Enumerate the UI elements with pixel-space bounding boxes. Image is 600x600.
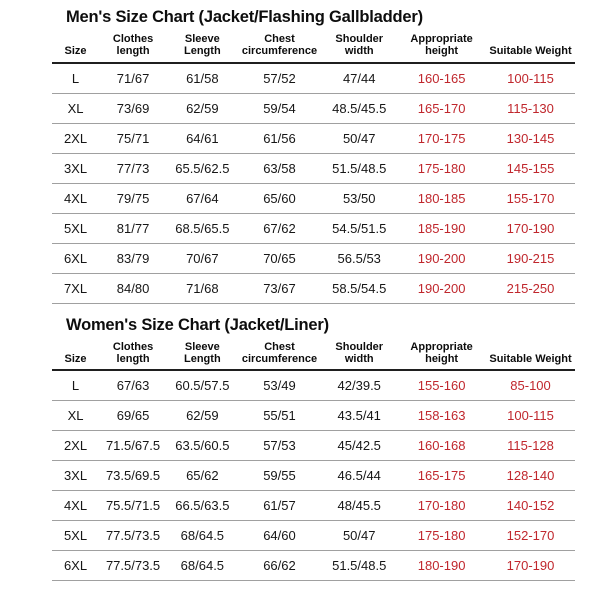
table-cell: 55/51 <box>238 401 322 431</box>
table-cell: 61/57 <box>238 491 322 521</box>
table-cell: 175-180 <box>397 521 486 551</box>
table-cell: 83/79 <box>99 243 167 273</box>
header-row <box>52 339 575 371</box>
table-cell: 75.5/71.5 <box>99 491 167 521</box>
table-cell: 190-200 <box>397 243 486 273</box>
table-cell: 51.5/48.5 <box>321 551 397 581</box>
table-cell: 67/63 <box>99 370 167 401</box>
table-cell: 175-180 <box>397 153 486 183</box>
column-header: Appropriate height <box>397 31 486 63</box>
table-row <box>52 551 575 581</box>
column-header: Shoulder width <box>321 31 397 63</box>
womens-size-chart-section <box>0 316 600 582</box>
table-row <box>52 93 575 123</box>
table-row <box>52 183 575 213</box>
table-cell: 190-200 <box>397 273 486 303</box>
size-cell: 2XL <box>52 123 99 153</box>
table-cell: 53/50 <box>321 183 397 213</box>
table-cell: 61/58 <box>167 63 238 94</box>
table-cell: 57/52 <box>238 63 322 94</box>
table-cell: 185-190 <box>397 213 486 243</box>
size-cell: 5XL <box>52 521 99 551</box>
column-header: Clothes length <box>99 339 167 371</box>
table-cell: 165-170 <box>397 93 486 123</box>
table-cell: 54.5/51.5 <box>321 213 397 243</box>
table-cell: 65/60 <box>238 183 322 213</box>
table-row <box>52 243 575 273</box>
womens-chart-title: Women's Size Chart (Jacket/Liner) <box>66 315 329 334</box>
table-cell: 66/62 <box>238 551 322 581</box>
table-row <box>52 273 575 303</box>
table-cell: 67/64 <box>167 183 238 213</box>
column-header: Shoulder width <box>321 339 397 371</box>
table-cell: 50/47 <box>321 123 397 153</box>
table-cell: 160-168 <box>397 431 486 461</box>
table-cell: 180-190 <box>397 551 486 581</box>
table-cell: 170-180 <box>397 491 486 521</box>
table-cell: 73/67 <box>238 273 322 303</box>
table-cell: 63.5/60.5 <box>167 431 238 461</box>
table-cell: 170-175 <box>397 123 486 153</box>
table-cell: 57/53 <box>238 431 322 461</box>
table-cell: 190-215 <box>486 243 575 273</box>
table-cell: 180-185 <box>397 183 486 213</box>
table-cell: 79/75 <box>99 183 167 213</box>
table-cell: 71/68 <box>167 273 238 303</box>
column-header: Appropriate height <box>397 339 486 371</box>
table-cell: 53/49 <box>238 370 322 401</box>
table-cell: 61/56 <box>238 123 322 153</box>
table-cell: 43.5/41 <box>321 401 397 431</box>
table-cell: 64/60 <box>238 521 322 551</box>
table-cell: 152-170 <box>486 521 575 551</box>
table-cell: 115-130 <box>486 93 575 123</box>
mens-size-table <box>52 31 575 304</box>
table-cell: 51.5/48.5 <box>321 153 397 183</box>
table-row <box>52 521 575 551</box>
table-cell: 73.5/69.5 <box>99 461 167 491</box>
table-cell: 62/59 <box>167 93 238 123</box>
table-row <box>52 461 575 491</box>
table-cell: 170-190 <box>486 551 575 581</box>
table-cell: 63/58 <box>238 153 322 183</box>
table-cell: 77/73 <box>99 153 167 183</box>
size-cell: 4XL <box>52 183 99 213</box>
table-cell: 155-170 <box>486 183 575 213</box>
table-row <box>52 431 575 461</box>
column-header: Size <box>52 31 99 63</box>
table-cell: 66.5/63.5 <box>167 491 238 521</box>
column-header: Size <box>52 339 99 371</box>
table-cell: 42/39.5 <box>321 370 397 401</box>
table-cell: 165-175 <box>397 461 486 491</box>
size-cell: 5XL <box>52 213 99 243</box>
table-row <box>52 491 575 521</box>
table-cell: 70/65 <box>238 243 322 273</box>
mens-table-header <box>52 31 575 63</box>
size-cell: 3XL <box>52 461 99 491</box>
table-cell: 71.5/67.5 <box>99 431 167 461</box>
table-cell: 59/54 <box>238 93 322 123</box>
table-cell: 56.5/53 <box>321 243 397 273</box>
womens-table-header <box>52 339 575 371</box>
table-cell: 65.5/62.5 <box>167 153 238 183</box>
table-row <box>52 123 575 153</box>
column-header: Suitable Weight <box>486 339 575 371</box>
table-cell: 77.5/73.5 <box>99 551 167 581</box>
mens-size-chart-section <box>0 8 600 304</box>
table-cell: 84/80 <box>99 273 167 303</box>
table-cell: 170-190 <box>486 213 575 243</box>
column-header: Suitable Weight <box>486 31 575 63</box>
table-cell: 69/65 <box>99 401 167 431</box>
table-row <box>52 153 575 183</box>
table-cell: 158-163 <box>397 401 486 431</box>
table-cell: 68/64.5 <box>167 551 238 581</box>
size-cell: 4XL <box>52 491 99 521</box>
table-cell: 100-115 <box>486 401 575 431</box>
table-cell: 67/62 <box>238 213 322 243</box>
table-cell: 45/42.5 <box>321 431 397 461</box>
table-cell: 160-165 <box>397 63 486 94</box>
table-cell: 130-145 <box>486 123 575 153</box>
table-cell: 85-100 <box>486 370 575 401</box>
table-row <box>52 213 575 243</box>
table-row <box>52 370 575 401</box>
size-cell: 3XL <box>52 153 99 183</box>
header-row <box>52 31 575 63</box>
table-cell: 46.5/44 <box>321 461 397 491</box>
mens-table-body <box>52 63 575 304</box>
table-cell: 140-152 <box>486 491 575 521</box>
table-cell: 215-250 <box>486 273 575 303</box>
size-cell: 2XL <box>52 431 99 461</box>
size-cell: 6XL <box>52 551 99 581</box>
table-cell: 58.5/54.5 <box>321 273 397 303</box>
table-cell: 59/55 <box>238 461 322 491</box>
table-cell: 75/71 <box>99 123 167 153</box>
table-cell: 48/45.5 <box>321 491 397 521</box>
womens-size-table <box>52 339 575 582</box>
table-cell: 60.5/57.5 <box>167 370 238 401</box>
table-cell: 70/67 <box>167 243 238 273</box>
table-row <box>52 401 575 431</box>
table-cell: 50/47 <box>321 521 397 551</box>
table-cell: 81/77 <box>99 213 167 243</box>
size-cell: L <box>52 63 99 94</box>
table-cell: 100-115 <box>486 63 575 94</box>
size-cell: XL <box>52 401 99 431</box>
size-cell: 7XL <box>52 273 99 303</box>
table-cell: 115-128 <box>486 431 575 461</box>
table-row <box>52 63 575 94</box>
size-cell: L <box>52 370 99 401</box>
table-cell: 65/62 <box>167 461 238 491</box>
size-cell: 6XL <box>52 243 99 273</box>
table-cell: 73/69 <box>99 93 167 123</box>
mens-chart-title: Men's Size Chart (Jacket/Flashing Gallbladder) <box>66 8 423 26</box>
table-cell: 62/59 <box>167 401 238 431</box>
table-cell: 128-140 <box>486 461 575 491</box>
column-header: Sleeve Length <box>167 339 238 371</box>
table-cell: 68/64.5 <box>167 521 238 551</box>
table-cell: 155-160 <box>397 370 486 401</box>
column-header: Sleeve Length <box>167 31 238 63</box>
table-cell: 48.5/45.5 <box>321 93 397 123</box>
table-cell: 68.5/65.5 <box>167 213 238 243</box>
table-cell: 71/67 <box>99 63 167 94</box>
table-cell: 145-155 <box>486 153 575 183</box>
table-cell: 77.5/73.5 <box>99 521 167 551</box>
column-header: Clothes length <box>99 31 167 63</box>
column-header: Chest circumference <box>238 31 322 63</box>
column-header: Chest circumference <box>238 339 322 371</box>
womens-table-body <box>52 370 575 581</box>
table-cell: 64/61 <box>167 123 238 153</box>
size-cell: XL <box>52 93 99 123</box>
table-cell: 47/44 <box>321 63 397 94</box>
